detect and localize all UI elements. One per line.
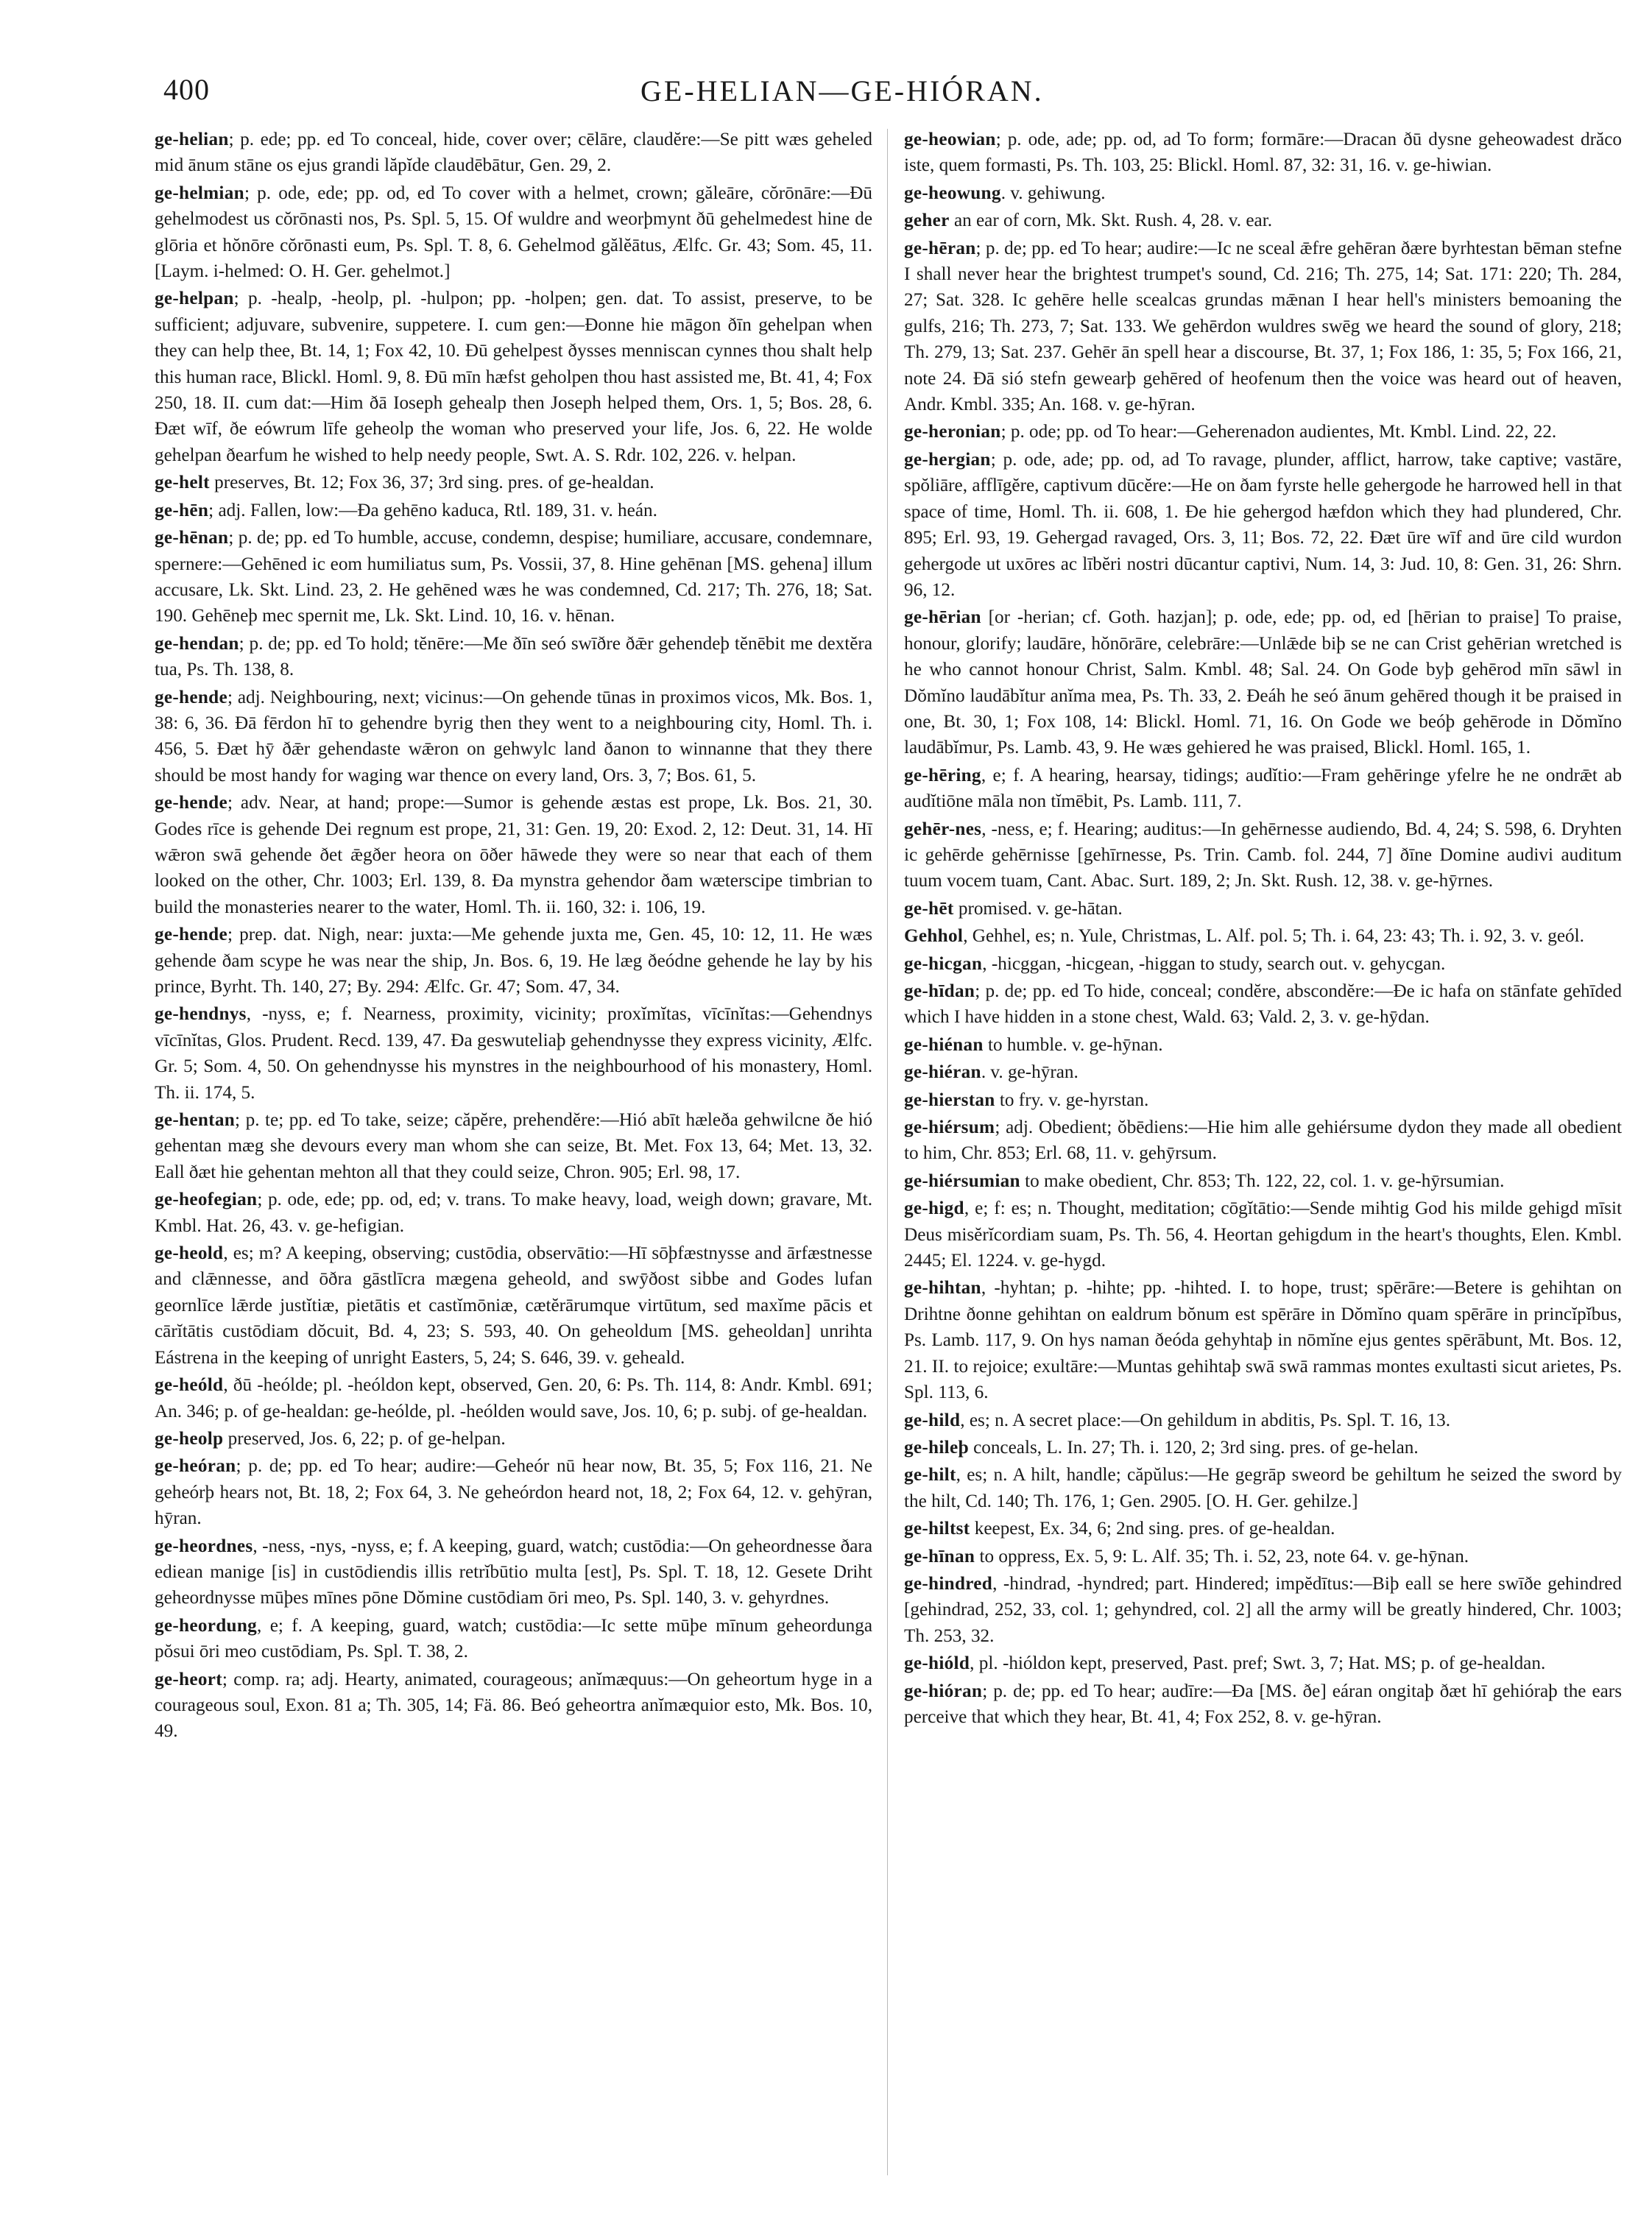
entry-definition: , e; f. A keeping, guard, watch; custōdia:—Ic sette mūþe mīnum geheordunga pŏsui ōri meo custōdiam, Ps. Spl. T. 38, 2. (155, 1615, 872, 1662)
headword: ge-hentan (155, 1110, 236, 1131)
headword: ge-hēn (155, 500, 209, 520)
dictionary-entry (904, 1087, 1622, 1113)
headword: ge-hērian (904, 607, 981, 628)
entry-definition: ; adj. Obedient; ŏbēdiens:—Hie him alle gehiérsume dydon they made all obedient to him, Chr. 853; Erl. 68, 11. v. gehȳrsum. (904, 1117, 1622, 1164)
headword: ge-hileþ (904, 1437, 969, 1458)
dictionary-entry (155, 470, 872, 495)
entry-definition: ; p. ode, ade; pp. od, ad To form; formāre:—Dracan ðū dysne geheowadest drăco iste, quem formasti, Ps. Th. 103, 25: Blickl. Homl. 87, 32: 31, 16. v. ge-hiwian. (904, 130, 1622, 176)
dictionary-entry (155, 1613, 872, 1665)
headword: ge-heordnes (155, 1536, 253, 1556)
headword: ge-hild (904, 1410, 961, 1430)
headword: ge-helt (155, 473, 210, 493)
dictionary-entry (904, 816, 1622, 894)
headword: ge-hende (155, 925, 227, 945)
dictionary-entry (155, 180, 872, 285)
dictionary-entry (904, 923, 1622, 949)
entry-definition: ; p. ode; pp. od To hear:—Geherenadon audientes, Mt. Kmbl. Lind. 22, 22. (1000, 422, 1557, 442)
headword: ge-hiérsum (904, 1117, 995, 1138)
dictionary-entry (155, 1107, 872, 1185)
headword: ge-hēring (904, 765, 981, 785)
headword: ge-heordung (155, 1615, 258, 1636)
entry-definition: [or -herian; cf. Goth. hazjan]; p. ode, ede; pp. od, ed [hērian to praise] To praise, honour, glorify; laudāre, hŏnōrāre, celebrāre:—Unlǣde biþ se ne can Crist gehērian wretched is he who cannot honour Christ, Salm. Kmbl. 48; Sal. 24. On Gode byþ gehērod mīn sāwl in Dŏmĭno laudābĭtur anĭma mea, Ps. Th. 33, 2. Đeáh he seó ānum gehēred though it be praised in one, Bt. 30, 1; Fox 108, 14: Blickl. Homl. 71, 16. On Gode we beóþ gehērode in Dŏmĭno laudābĭmur, Ps. Lamb. 43, 9. He wæs gehiered he was praised, Blickl. Homl. 165, 1. (904, 607, 1622, 758)
entry-definition: ; adj. Neighbouring, next; vicinus:—On gehende tūnas in proximos vicos, Mk. Bos. 1, 38: 6, 36. Đā fērdon hī to gehendre byrig then they went to a neighbouring city, Homl. Th. i. 456, 5. Đæt hȳ ðǣr gehendaste wǣron on gehwylc land ðanon to winnanne that they there should be most handy for waging war thence on every land, Ors. 3, 7; Bos. 61, 5. (155, 687, 872, 785)
entry-definition: . v. ge-hȳran. (981, 1062, 1079, 1083)
dictionary-entry (155, 1240, 872, 1371)
dictionary-entry (155, 1667, 872, 1745)
dictionary-entry (155, 1001, 872, 1106)
dictionary-entry (904, 1435, 1622, 1461)
entry-definition: conceals, L. In. 27; Th. i. 120, 2; 3rd sing. pres. of ge-helan. (968, 1437, 1419, 1458)
headword: ge-higd (904, 1198, 964, 1219)
dictionary-entry (155, 286, 872, 468)
headword: ge-heolp (155, 1428, 224, 1449)
entry-definition: to fry. v. ge-hyrstan. (995, 1089, 1149, 1110)
entry-definition: , ðū -heólde; pl. -heóldon kept, observed, Gen. 20, 6: Ps. Th. 114, 8: Andr. Kmbl. 691; An. 346; p. of ge-healdan: ge-heólde, pl. -heólden would save, Jos. 10, 6; p. subj. of ge-healdan. (155, 1375, 872, 1422)
dictionary-entry (155, 631, 872, 683)
entry-definition: ; adv. Near, at hand; prope:—Sumor is gehende æstas est prope, Lk. Bos. 21, 30. Godes rīce is gehende Dei regnum est prope, 21, 31: Gen. 19, 20: Exod. 2, 12: Deut. 31, 14. Hī wǣron swā gehende ðet ǣgðer heora on ōðer hāwede they were so near that each of them looked on the other, Chr. 1003; Erl. 139, 8. Đa mynstra gehendor ðam wæterscipe timbrian to build the monasteries nearer to the water, Homl. Th. ii. 160, 32: i. 106, 19. (155, 793, 872, 917)
entry-definition: ; p. de; pp. ed To hear; audire:—Geheór nū hear now, Bt. 35, 5; Fox 116, 21. Ne geheórþ hears not, Bt. 18, 2; Fox 64, 3. Ne geheórdon heard not, 18, 2; Fox 64, 12. v. gehȳran, hȳran. (155, 1456, 872, 1529)
dictionary-entry (904, 1168, 1622, 1194)
dictionary-entry (904, 419, 1622, 445)
headword: ge-hende (155, 793, 227, 813)
dictionary-entry (904, 1678, 1622, 1731)
dictionary-entry (904, 604, 1622, 760)
dictionary-entry (904, 1516, 1622, 1541)
dictionary-entry (904, 763, 1622, 815)
headword: ge-hēran (904, 238, 976, 258)
running-head: GE-HELIAN—GE-HIÓRAN. (640, 74, 1044, 107)
headword: ge-heowung (904, 183, 1001, 203)
entry-definition: , pl. -hióldon kept, preserved, Past. pref; Swt. 3, 7; Hat. MS; p. of ge-healdan. (970, 1653, 1546, 1674)
headword: ge-heort (155, 1669, 222, 1689)
dictionary-entry (155, 790, 872, 920)
headword: ge-heowian (904, 130, 996, 149)
entry-definition: ; p. de; pp. ed To hide, conceal; condĕre, abscondĕre:—Đe ic hafa on stānfate gehīded which I have hidden in a stone chest, Wald. 63; Vald. 2, 3. v. ge-hȳdan. (904, 981, 1622, 1028)
entry-definition: ; p. de; pp. ed To hear; audīre:—Đa [MS. ðe] eáran ongitaþ ðæt hī gehióraþ the ears perceive that which they hear, Bt. 41, 4; Fox 252, 8. v. ge-hȳran. (904, 1681, 1622, 1727)
dictionary-entry (904, 1115, 1622, 1167)
headword: ge-heronian (904, 422, 1001, 442)
headword: ge-hiéran (904, 1062, 981, 1083)
headword: ge-hiltst (904, 1519, 970, 1539)
entry-definition: ; p. de; pp. ed To hear; audire:—Ic ne sceal ǣfre gehēran ðære byrhtestan bēman stefne I shall never hear the brightest trumpet's sound, Cd. 216; Th. 275, 14; Sat. 171: 220; Th. 284, 27; Sat. 328. Ic gehēre helle scealcas grundas mǣnan I hear hell's ministers bemoaning the gulfs, 216; Th. 273, 7; Sat. 133. We gehērdon wuldres swēg we heard the sound of glory, 218; Th. 279, 13; Sat. 237. Gehēr ān spell hear a discourse, Bt. 37, 1; Fox 186, 1: 35, 5; Fox 166, 21, note 24. Đā sió stefn gewearþ gehēred of heofenum then the voice was heard out of heaven, Andr. Kmbl. 335; An. 168. v. ge-hȳran. (904, 238, 1622, 415)
entry-definition: , -hyhtan; p. -hihte; pp. -hihted. I. to hope, trust; spērāre:—Betere is gehihtan on Drihtne ðonne gehihtan on ealdrum bŏnum est spērāre in Dŏmĭno quam spērāre in princĭpĭbus, Ps. Lamb. 117, 9. On hys naman ðeóda gehyhtaþ in nōmĭne ejus gentes spērābunt, Mt. Bos. 12, 21. II. to rejoice; exultāre:—Muntas gehihtaþ swā swā rammas montes exultasti sicut arietes, Ps. Spl. 113, 6. (904, 1278, 1622, 1403)
entry-definition: , Gehhel, es; n. Yule, Christmas, L. Alf. pol. 5; Th. i. 64, 23: 43; Th. i. 92, 3. v. geól. (963, 926, 1584, 947)
dictionary-entry (904, 1032, 1622, 1058)
entry-definition: preserved, Jos. 6, 22; p. of ge-helpan. (223, 1428, 506, 1449)
entry-definition: , e; f: es; n. Thought, meditation; cōgĭtātio:—Sende mihtig God his milde gehigd mīsit Deus misĕrĭcordiam suam, Ps. Th. 56, 4. Heortan gehigdum in the heart's thoughts, Elen. Kmbl. 2445; El. 1224. v. ge-hygd. (904, 1198, 1622, 1271)
headword: ge-hende (155, 687, 227, 707)
headword: ge-hendnys (155, 1004, 247, 1025)
headword: ge-hindred (904, 1573, 993, 1594)
dictionary-entry (904, 236, 1622, 418)
dictionary-entry (155, 1533, 872, 1611)
entry-definition: to humble. v. ge-hȳnan. (983, 1034, 1163, 1055)
entry-definition: , -hicggan, -hicgean, -higgan to study, search out. v. gehycgan. (982, 953, 1446, 974)
dictionary-entry (155, 127, 872, 179)
dictionary-entry (904, 896, 1622, 922)
headword: ge-helpan (155, 289, 234, 309)
dictionary-entry (904, 1408, 1622, 1433)
headword: ge-helian (155, 130, 229, 149)
headword: ge-hióld (904, 1653, 970, 1674)
entry-definition: ; comp. ra; adj. Hearty, animated, courageous; anĭmæquus:—On geheortum hyge in a courageous soul, Exon. 81 a; Th. 305, 14; Fä. 86. Beó geheortra anĭmæquior esto, Mk. Bos. 10, 49. (155, 1669, 872, 1742)
dictionary-entry (155, 1453, 872, 1531)
left-column (155, 127, 872, 2180)
dictionary-entry (155, 922, 872, 1000)
entry-definition: preserves, Bt. 12; Fox 36, 37; 3rd sing. pres. of ge-healdan. (209, 473, 654, 493)
entry-definition: to make obedient, Chr. 853; Th. 122, 22, col. 1. v. ge-hȳrsumian. (1020, 1170, 1505, 1191)
entry-definition: keepest, Ex. 34, 6; 2nd sing. pres. of ge-healdan. (970, 1519, 1335, 1539)
dictionary-entry (155, 498, 872, 523)
dictionary-entry (904, 1462, 1622, 1514)
headword: ge-hēt (904, 898, 954, 919)
headword: ge-hīdan (904, 981, 975, 1001)
dictionary-entry (155, 1187, 872, 1239)
entry-definition: to oppress, Ex. 5, 9: L. Alf. 35; Th. i. 52, 23, note 64. v. ge-hȳnan. (975, 1546, 1469, 1567)
entry-definition: , es; n. A secret place:—On gehildum in abditis, Ps. Spl. T. 16, 13. (960, 1410, 1451, 1430)
dictionary-entry (904, 1059, 1622, 1085)
entry-definition: ; p. -healp, -heolp, pl. -hulpon; pp. -holpen; gen. dat. To assist, preserve, to be sufficient; adjuvare, subvenire, suppetere. I. cum gen:—Đonne hie māgon ðīn gehelpan when they can help thee, Bt. 14, 1; Fox 42, 10. Đū gehelpest ðysses menniscan cynnes thou shalt help this human race, Blickl. Homl. 9, 8. Đū mīn hæfst geholpen thou hast assisted me, Bt. 41, 4; Fox 250, 18. II. cum dat:—Him ðā Ioseph gehealp then Joseph helped them, Ors. 1, 5; Bos. 28, 6. Đæt wīf, ðe eówrum līfe geheolp the woman who preserved your life, Jos. 6, 22. He wolde gehelpan ðearfum he wished to help needy people, Swt. A. S. Rdr. 102, 226. v. helpan. (155, 289, 872, 465)
headword: ge-heóran (155, 1456, 236, 1477)
dictionary-entry (904, 208, 1622, 233)
entry-definition: ; adj. Fallen, low:—Đa gehēno kaduca, Rtl. 189, 31. v. heán. (208, 500, 657, 520)
entry-definition: ; p. de; pp. ed To hold; tĕnēre:—Me ðīn seó swīðre ðǣr gehendeþ tĕnēbit me dextĕra tua, Ps. Th. 138, 8. (155, 633, 872, 680)
entry-definition: , -ness, e; f. Hearing; auditus:—In gehērnesse audiendo, Bd. 4, 24; S. 598, 6. Dryhten ic gehērde gehērnisse [gehīrnesse, Ps. Trin. Camb. fol. 244, 7] ðīne Domine audivi auditum tuum vocem tuam, Cant. Abac. Surt. 189, 2; Jn. Skt. Rush. 12, 38. v. ge-hȳrnes. (904, 819, 1622, 891)
dictionary-entry (155, 525, 872, 629)
headword: ge-hiérsumian (904, 1170, 1020, 1191)
entry-definition: promised. v. ge-hātan. (953, 898, 1123, 919)
entry-definition: , -nyss, e; f. Nearness, proximity, vicinity; proxĭmĭtas, vīcīnĭtas:—Gehendnys vīcīnĭtas, Glos. Prudent. Recd. 139, 47. Đa geswuteliaþ gehendnysse they express vicinity, Ælfc. Gr. 5; Som. 4, 50. On gehendnysse his mynstres in the neighbourhood of his monastery, Homl. Th. ii. 174, 5. (155, 1004, 872, 1103)
entry-definition: . v. gehiwung. (1000, 183, 1106, 203)
dictionary-entry (904, 1650, 1622, 1676)
entry-definition: , es; n. A hilt, handle; căpŭlus:—He gegrāp sweord be gehiltum he seized the sword by the hilt, Cd. 140; Th. 176, 1; Gen. 2905. [O. H. Ger. gehilze.] (904, 1465, 1622, 1511)
dictionary-entry (904, 447, 1622, 603)
entry-definition: , -ness, -nys, -nyss, e; f. A keeping, guard, watch; custōdia:—On geheordnesse ðara ediean manige [is] in custōdiendis illis retrĭbūtio multa [est], Ps. Spl. T. 18, 12. Gesete Driht geheordnysse mūþes mīnes pōne Dŏmine custōdiam ōri meo, Ps. Spl. 140, 3. v. gehyrdnes. (155, 1536, 872, 1608)
dictionary-entry (904, 1571, 1622, 1649)
entry-definition: ; p. ode, ede; pp. od, ed To cover with a helmet, crown; găleāre, cŏrōnāre:—Đū gehelmodest us cŏrōnasti nos, Ps. Spl. 5, 15. Of wuldre and weorþmynt ðū gehelmedest hine de glōria et hŏnōre cŏrōnasti eum, Ps. Spl. T. 8, 6. Gehelmod gălĕātus, Ælfc. Gr. 43; Som. 45, 11. [Laym. i-helmed: O. H. Ger. gehelmot.] (155, 183, 872, 282)
dictionary-entry (904, 1196, 1622, 1274)
entry-definition: ; p. ede; pp. ed To conceal, hide, cover over; cēlāre, claudĕre:—Se pitt wæs geheled mid ānum stāne os ejus grandi lăpĭde claudēbātur, Gen. 29, 2. (155, 130, 872, 176)
headword: ge-hēnan (155, 528, 229, 548)
entry-definition: , -hindrad, -hyndred; part. Hindered; impĕdītus:—Biþ eall se here swīðe gehindred [gehindrad, 252, 33, col. 1; gehyndred, col. 2] all the army will be greatly hindered, Chr. 1003; Th. 253, 32. (904, 1573, 1622, 1646)
entry-definition: , es; m? A keeping, observing; custōdia, observātio:—Hī sōþfæstnysse and ārfæstnesse and clǣnnesse, and ōðra gāstlīcra mægena geheold, and swȳðost sibbe and Godes lufan geornlīce lǣrde justĭtiæ, pietātis et castĭmōniæ, cætĕrārumque virtūtum, sed maxĭme pācis et cārĭtātis custōdiam dŏcuit, Bd. 4, 23; S. 593, 40. On geheoldum [MS. geheoldan] unrihta Eástrena in the keeping of unright Easters, 5, 24; S. 646, 39. v. geheald. (155, 1243, 872, 1368)
headword: ge-hiénan (904, 1034, 984, 1055)
headword: ge-hicgan (904, 953, 983, 974)
headword: ge-hīnan (904, 1546, 975, 1567)
dictionary-entry (904, 951, 1622, 977)
headword: ge-hierstan (904, 1089, 995, 1110)
dictionary-entry (904, 1544, 1622, 1569)
dictionary-entry (904, 127, 1622, 179)
headword: ge-heóld (155, 1375, 224, 1396)
entry-definition: ; prep. dat. Nigh, near: juxta:—Me gehende juxta me, Gen. 45, 10: 12, 11. He wæs gehende ðam scype he was near the ship, Jn. Bos. 6, 19. He læg ðeódne gehende he lay by his prince, Byrht. Th. 140, 27; By. 294: Ælfc. Gr. 47; Som. 47, 34. (155, 925, 872, 997)
headword: ge-helmian (155, 183, 244, 203)
entry-definition: , e; f. A hearing, hearsay, tidings; audĭtio:—Fram gehēringe yfelre he ne ondrǣt ab audĭtiōne māla non tĭmēbit, Ps. Lamb. 111, 7. (904, 765, 1622, 812)
headword: ge-heold (155, 1243, 224, 1264)
headword: ge-hilt (904, 1465, 956, 1486)
column-divider (887, 129, 888, 2175)
dictionary-entry (155, 685, 872, 789)
dictionary-entry (904, 978, 1622, 1031)
entry-definition: ; p. ode, ede; pp. od, ed; v. trans. To make heavy, load, weigh down; gravare, Mt. Kmbl. Hat. 26, 43. v. ge-hefigian. (155, 1190, 872, 1236)
headword: Gehhol (904, 926, 964, 947)
dictionary-entry (155, 1426, 872, 1452)
dictionary-entry (904, 180, 1622, 206)
headword: geher (904, 211, 950, 231)
headword: ge-hendan (155, 633, 239, 654)
headword: gehēr-nes (904, 819, 982, 839)
headword: ge-hióran (904, 1681, 983, 1701)
dictionary-entry (155, 1372, 872, 1424)
page-number: 400 (163, 73, 210, 106)
entry-definition: ; p. de; pp. ed To humble, accuse, condemn, despise; humiliare, accusare, condemnare, spernere:—Gehēned ic eom humiliatus sum, Ps. Vossii, 37, 8. Hine gehēnan [MS. gehena] illum accusare, Lk. Skt. Lind. 23, 2. He gehēned wæs he was condemned, Cd. 217; Th. 276, 18; Sat. 190. Gehēneþ mec spernit me, Lk. Skt. Lind. 10, 16. v. hēnan. (155, 528, 872, 626)
headword: ge-heofegian (155, 1190, 258, 1210)
headword: ge-hergian (904, 449, 991, 470)
headword: ge-hihtan (904, 1278, 981, 1299)
entry-definition: ; p. te; pp. ed To take, seize; căpĕre, prehendĕre:—Hió abīt hæleða gehwilcne ðe hió gehentan mæg she devours every man whom she can seize, Bt. Met. Fox 13, 64; Met. 13, 32. Eall ðæt hie gehentan mehton all that they could seize, Chron. 905; Erl. 98, 17. (155, 1110, 872, 1182)
dictionary-entry (904, 1275, 1622, 1405)
entry-definition: ; p. ode, ade; pp. od, ad To ravage, plunder, afflict, harrow, take captive; vastāre, spŏliāre, afflīgĕre, captivum dūcĕre:—He on ðam fyrste helle gehergode he harrowed hell in that space of time, Homl. Th. ii. 608, 1. Đe hie gehergod hæfdon which they had plundered, Chr. 895; Erl. 93, 19. Gehergad ravaged, Ors. 3, 11; Bos. 72, 22. Đæt ūre wīf and ūre cild wurdon gehergode ut uxōres ac lībĕri nostri dūcantur captivi, Num. 14, 3: Jud. 10, 8: Gen. 31, 26: Shrn. 96, 12. (904, 449, 1622, 600)
right-column (904, 127, 1622, 2180)
entry-definition: an ear of corn, Mk. Skt. Rush. 4, 28. v. ear. (949, 211, 1273, 231)
